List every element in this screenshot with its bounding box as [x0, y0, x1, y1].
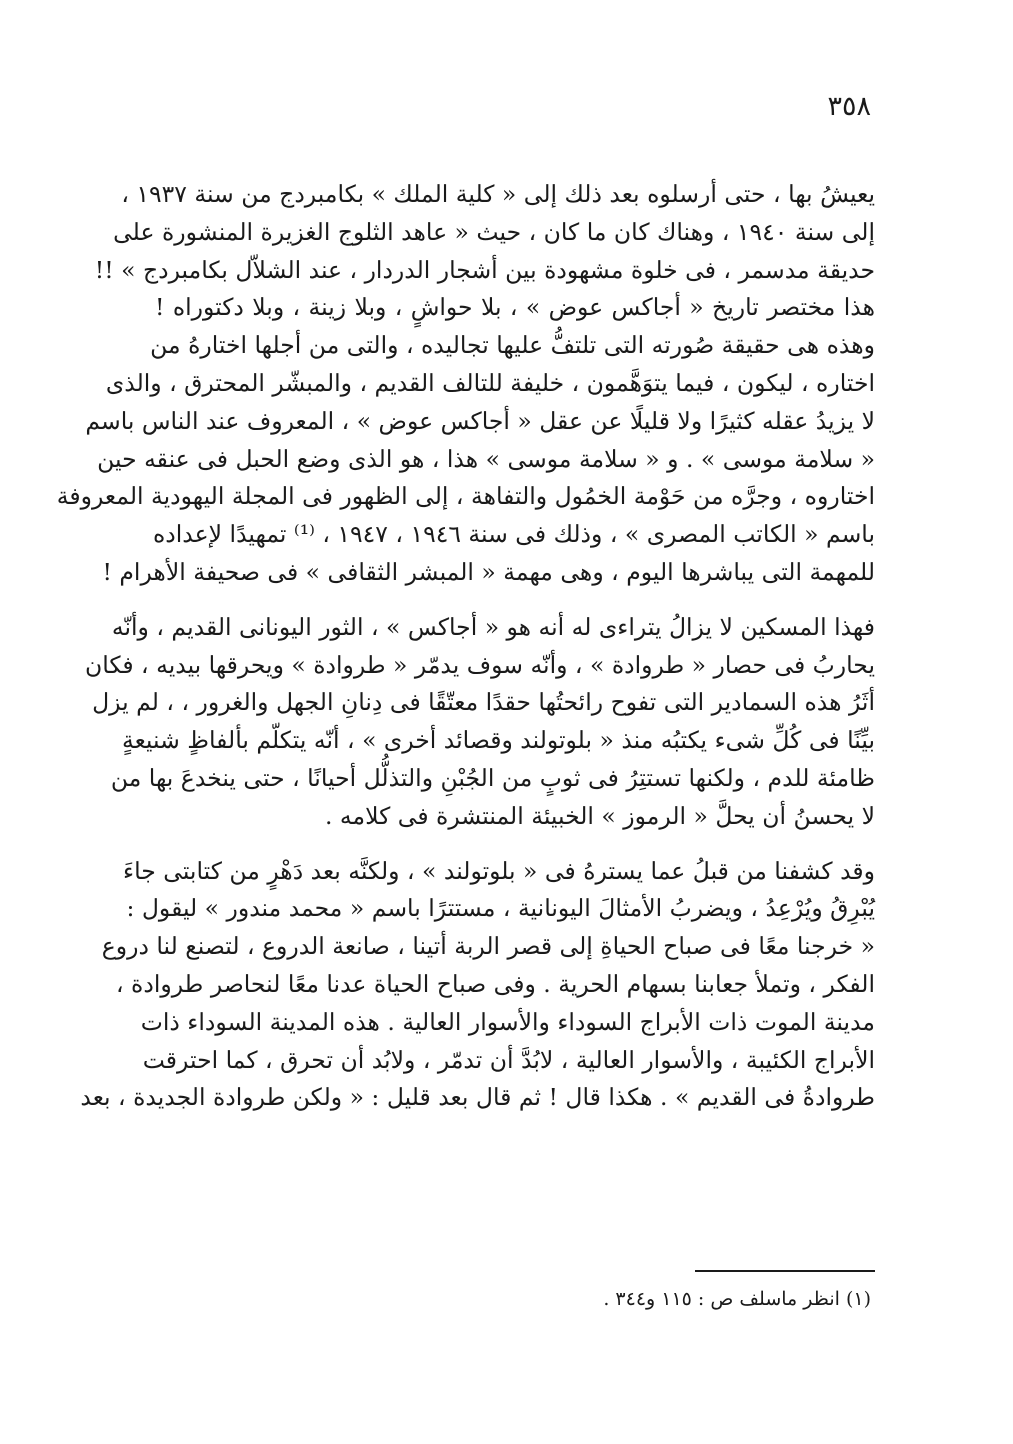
- paragraph-gap: [155, 592, 875, 609]
- paragraph-3: [80, 853, 875, 1118]
- text-line: يحاربُ فى حصار « طروادة » ، وأنّه سوف يدمّر « طروادة » ويحرقها بيديه ، فكان: [84, 650, 875, 679]
- text-line: اختاروه ، وجرَّه من حَوْمة الخمُول والتفاهة ، إلى الظهور فى المجلة اليهودية المعروفة: [56, 482, 875, 511]
- text-line: الفكر ، وتملأ جعابنا بسهام الحرية . وفى صباح الحياة عدنا معًا لنحاصر طروادة ،: [116, 969, 875, 998]
- text-line: باسم « الكاتب المصرى » ، وذلك فى سنة ١٩٤٦ ، ١٩٤٧ ، ⁽¹⁾ تمهيدًا لإعداده: [153, 520, 875, 549]
- footnote: (١) انظر ماسلف ص : ١١٥ و٣٤٤ .: [603, 1288, 871, 1310]
- text-line: يُبْرِقُ ويُرْعِدُ ، ويضربُ الأمثالَ اليونانية ، مستترًا باسم « محمد مندور » ليقول :: [126, 894, 875, 923]
- body-text: [56, 176, 875, 1117]
- paragraph-gap: [155, 836, 875, 853]
- text-line: « خرجنا معًا فى صباح الحياةِ إلى قصر الربة أتينا ، صانعة الدروع ، لتصنع لنا دروع: [101, 932, 875, 961]
- text-line: يعيشُ بها ، حتى أرسلوه بعد ذلك إلى « كلية الملك » بكامبردج من سنة ١٩٣٧ ،: [121, 180, 875, 208]
- text-line: وهذه هى حقيقة صُورته التى تلتفُّ عليها تجاليده ، والتى من أجلها اختارهُ من: [150, 331, 875, 360]
- paragraph-2: [84, 609, 875, 836]
- text-line: مدينة الموت ذات الأبراج السوداء والأسوار العالية . هذه المدينة السوداء ذات: [140, 1007, 875, 1036]
- text-line: « سلامة موسى » . و « سلامة موسى » هذا ، هو الذى وضع الحبل فى عنقه حين: [97, 444, 875, 473]
- text-line: وقد كشفنا من قبلُ عما يسترهُ فى « بلوتولند » ، ولكنَّه بعد دَهْرٍ من كتابتى جاءَ: [123, 856, 875, 885]
- footnote-divider: [695, 1270, 875, 1272]
- text-line: فهذا المسكين لا يزالُ يتراءى له أنه هو « أجاكس » ، الثور اليونانى القديم ، وأنّه: [111, 612, 875, 641]
- text-line: حديقة مدسمر ، فى خلوة مشهودة بين أشجار الدردار ، عند الشلاّل بكامبردج » !!: [94, 255, 875, 284]
- paragraph-1: [56, 176, 875, 592]
- text-line: أثَرُ هذه السمادير التى تفوح رائحتُها حقدًا معتّقًا فى دِنانِ الجهل والغرور ، ، لم يزل: [92, 688, 875, 717]
- text-line: بيِّنًا فى كُلِّ شىء يكتبُه منذ « بلوتولند وقصائد أخرى » ، أنّه يتكلّم بألفاظٍ شنيعةٍ: [121, 726, 875, 755]
- text-line: الأبراج الكئيبة ، والأسوار العالية ، لابُدَّ أن تدمّر ، ولابُد أن تحرق ، كما احترقت: [142, 1045, 875, 1074]
- text-line: إلى سنة ١٩٤٠ ، وهناك كان ما كان ، حيث « عاهد الثلوج الغزيرة المنشورة على: [113, 217, 875, 246]
- text-line: ظامئة للدم ، ولكنها تستتِرُ فى ثوبٍ من الجُبْنِ والتذلُّل أحيانًا ، حتى ينخدعَ بها من: [110, 763, 875, 792]
- page-number: ٣٥٨: [827, 91, 871, 122]
- text-line: اختاره ، ليكون ، فيما يتوَهَّمون ، خليفة للتالف القديم ، والمبشّر المحترق ، والذى: [105, 368, 875, 397]
- text-line: لا يزيدُ عقله كثيرًا ولا قليلًا عن عقل « أجاكس عوض » ، المعروف عند الناس باسم: [85, 406, 875, 435]
- text-line: للمهمة التى يباشرها اليوم ، وهى مهمة « المبشر الثقافى » فى صحيفة الأهرام !: [102, 557, 875, 586]
- text-line: طروادةُ فى القديم » . هكذا قال ! ثم قال بعد قليل : « ولكن طروادة الجديدة ، بعد: [80, 1083, 875, 1112]
- text-line: لا يحسنُ أن يحلَّ « الرموز » الخبيئة المنتشرة فى كلامه .: [324, 801, 875, 830]
- text-line: هذا مختصر تاريخ « أجاكس عوض » ، بلا حواشٍ ، وبلا زينة ، وبلا دكتوراه !: [155, 293, 875, 322]
